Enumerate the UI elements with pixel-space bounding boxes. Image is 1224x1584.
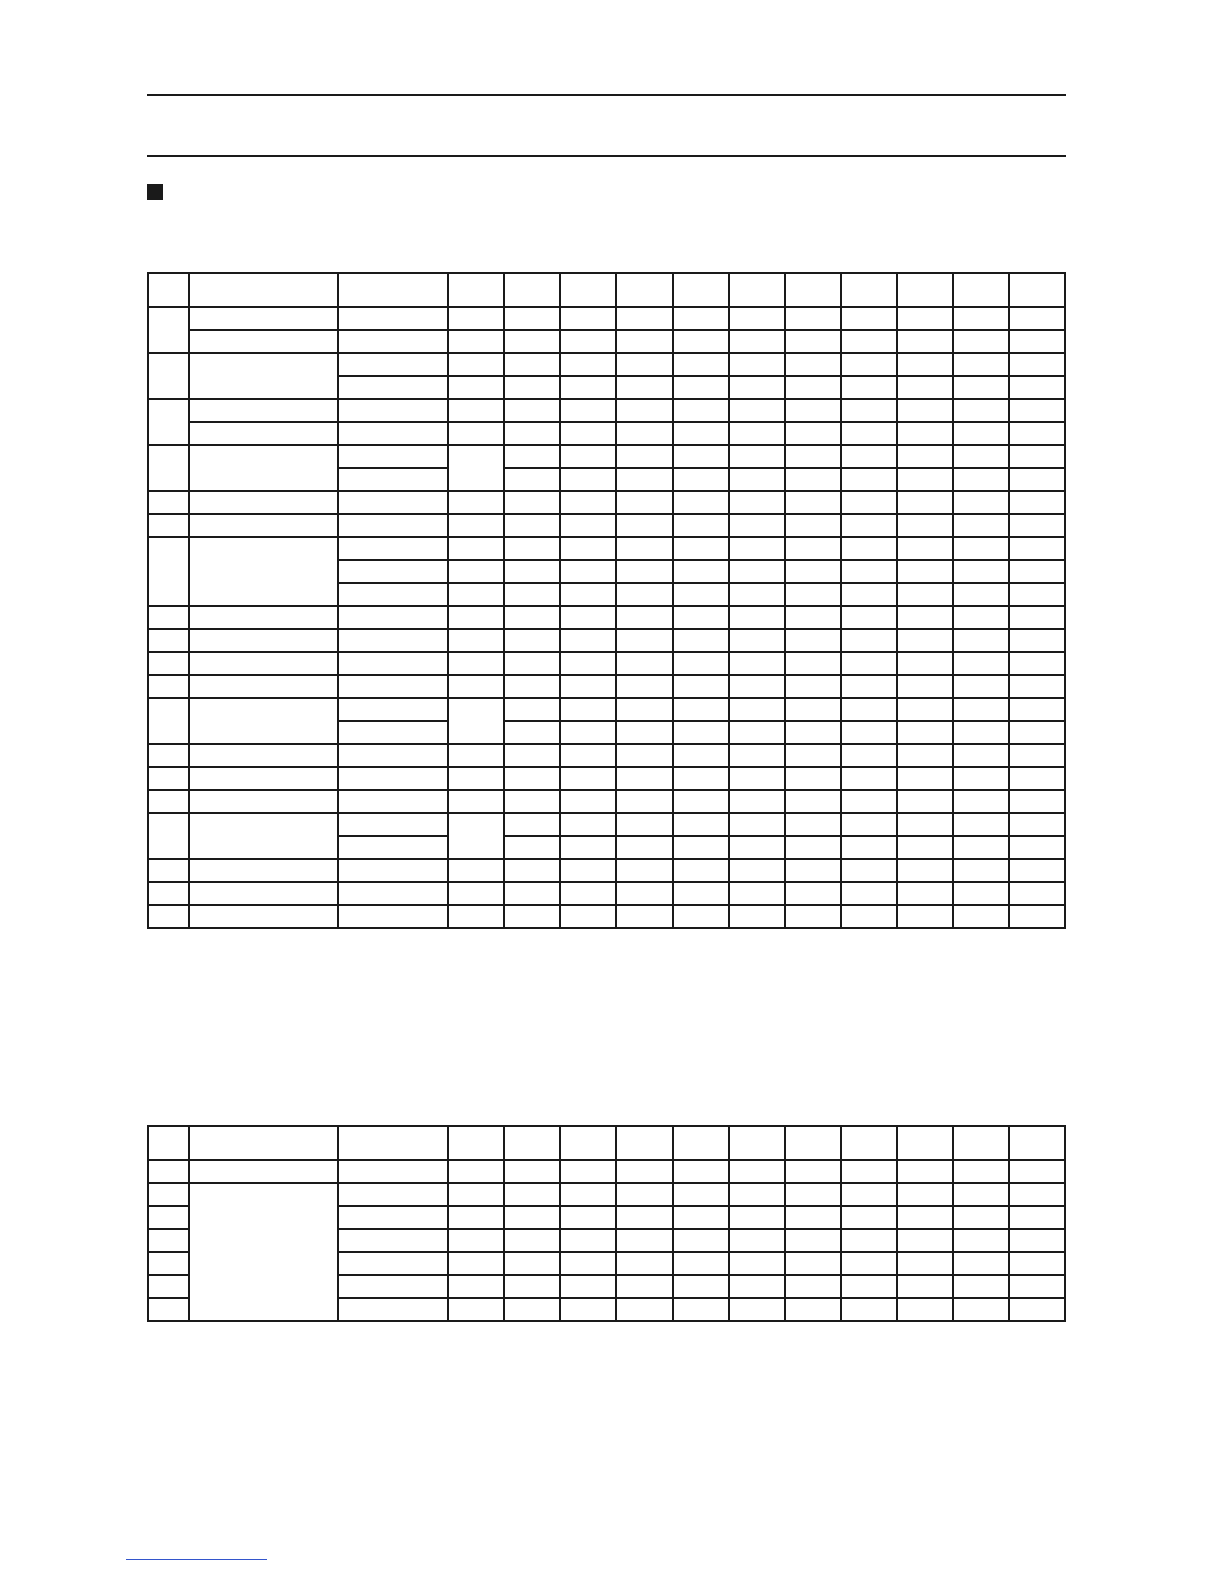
filled-square-icon: [147, 184, 163, 200]
table-row: [148, 859, 1065, 882]
table-row: [148, 629, 1065, 652]
table-row: [148, 744, 1065, 767]
table-row: [148, 698, 1065, 721]
table-row: [148, 882, 1065, 905]
table-row: [148, 606, 1065, 629]
table-header-row: [148, 273, 1065, 307]
table-row: [148, 537, 1065, 560]
table-row: [148, 445, 1065, 468]
footer-link-underline: [126, 1559, 267, 1560]
table-row: [148, 307, 1065, 330]
table-row: [148, 652, 1065, 675]
table-row: [148, 790, 1065, 813]
table-row: [148, 353, 1065, 376]
spec-table-main: [147, 272, 1066, 929]
table-row: [148, 514, 1065, 537]
table-row: [148, 1183, 1065, 1206]
table-row: [148, 813, 1065, 836]
table-row: [148, 1160, 1065, 1183]
table-row: [148, 675, 1065, 698]
table-row: [148, 767, 1065, 790]
table-row: [148, 491, 1065, 514]
header-rule-top: [147, 94, 1066, 96]
spec-table-secondary: [147, 1125, 1066, 1322]
header-rule-bottom: [147, 155, 1066, 157]
table-row: [148, 422, 1065, 445]
table-row: [148, 399, 1065, 422]
table-header-row: [148, 1126, 1065, 1160]
table-row: [148, 905, 1065, 928]
table-row: [148, 330, 1065, 353]
